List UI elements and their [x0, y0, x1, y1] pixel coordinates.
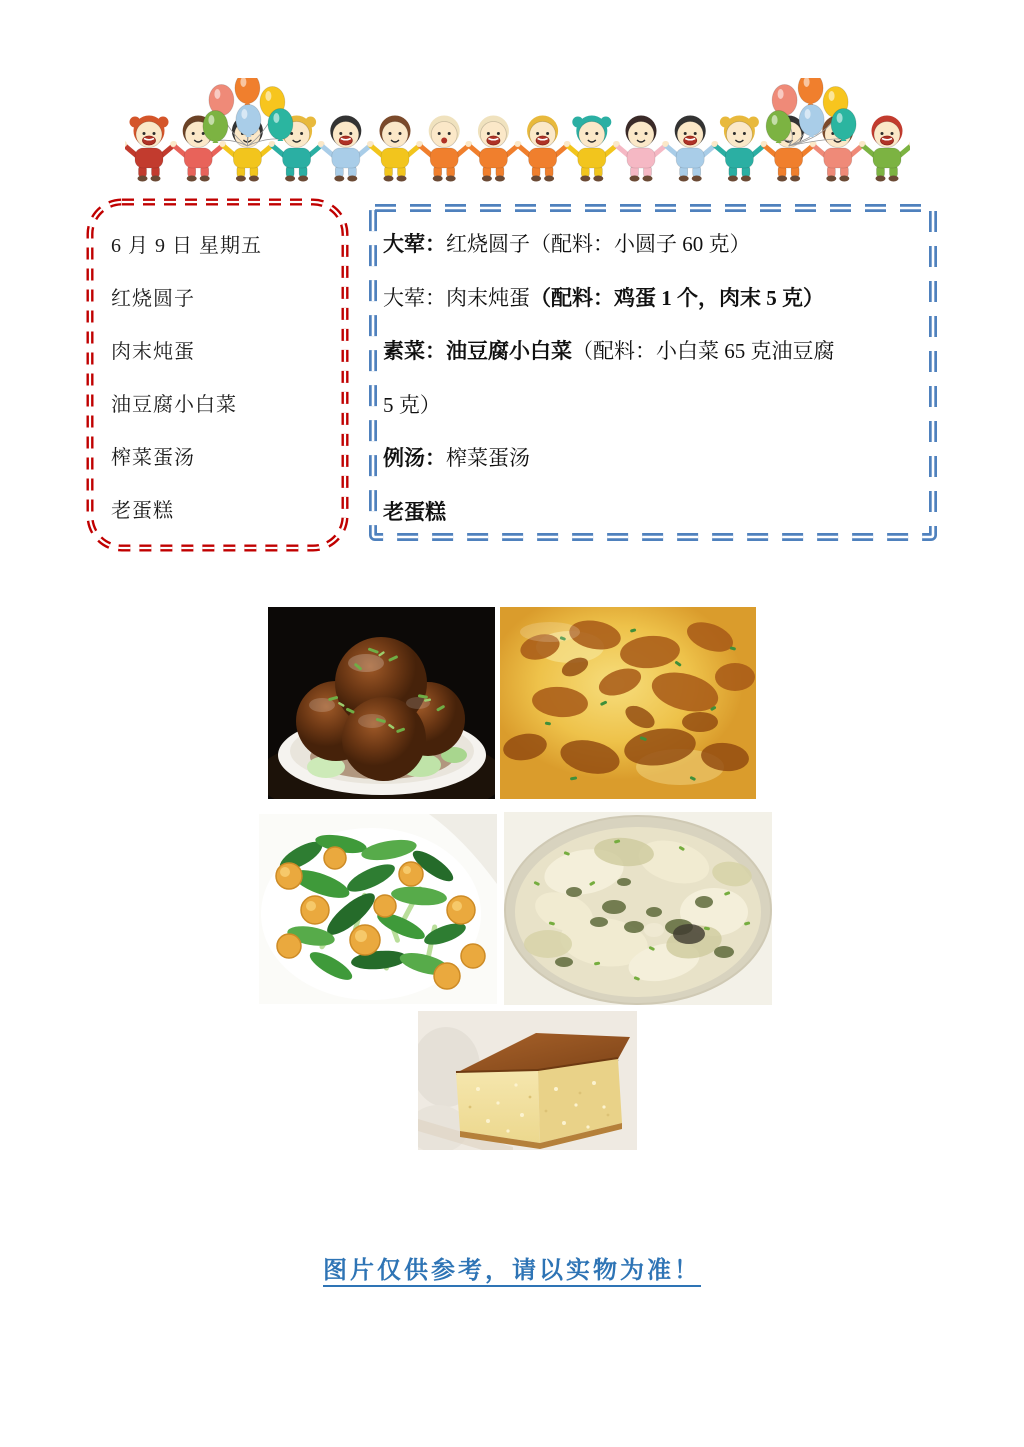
balloon-icon [235, 78, 260, 104]
child-figure [711, 116, 767, 182]
balloon-icon [799, 105, 824, 136]
footer-note: 图片仅供参考，请以实物为准！ [323, 1258, 701, 1284]
balloon-icon [766, 111, 791, 142]
menu-item: 肉末炖蛋 [111, 341, 195, 363]
child-figure [416, 116, 472, 182]
menu-item: 老蛋糕 [111, 500, 174, 522]
menu-item: 榨菜蛋汤 [111, 447, 195, 469]
menu-item: 油豆腐小白菜 [111, 394, 237, 416]
photo-old-fashioned-cake [418, 1011, 637, 1150]
menu-detail-line: 5 克） [383, 392, 441, 417]
menu-detail-line: 老蛋糕 [383, 499, 446, 524]
menu-detail-lines [383, 218, 928, 539]
photo-fried-tofu-bok-choy [259, 814, 497, 1004]
menu-detail-line: 例汤：榨菜蛋汤 [383, 446, 530, 470]
menu-detail-line: 素菜：油豆腐小白菜（配料：小白菜 65 克油豆腐 [383, 339, 835, 363]
photo-braised-meatballs [268, 607, 495, 799]
child-figure [125, 116, 177, 182]
date-menu-box [85, 197, 350, 553]
child-figure [662, 116, 718, 182]
balloon-icon [236, 105, 261, 136]
menu-items-list [111, 273, 336, 538]
children-balloons-banner [125, 78, 910, 182]
balloon-icon [203, 111, 228, 142]
balloon-icon [798, 78, 823, 104]
footer [0, 1250, 1024, 1285]
menu-item: 红烧圆子 [111, 288, 195, 310]
child-figure [564, 116, 620, 182]
child-figure [318, 116, 374, 182]
child-figure [465, 116, 521, 182]
date-text: 6 月 9 日 星期五 [111, 235, 262, 257]
menu-detail-line: 大荤：肉末炖蛋（配料：鸡蛋 1 个，肉末 5 克） [383, 285, 824, 310]
photo-minced-pork-steamed-egg [500, 607, 756, 799]
child-figure [515, 116, 571, 182]
balloon-icon [268, 109, 293, 140]
menu-detail-box [368, 203, 938, 542]
menu-detail-line: 大荤：红烧圆子（配料：小圆子 60 克） [383, 232, 751, 256]
child-figure [367, 116, 423, 182]
balloon-icon [831, 109, 856, 140]
child-figure [859, 116, 910, 182]
photo-pickled-vegetable-egg-soup [504, 812, 772, 1005]
child-figure [613, 116, 669, 182]
